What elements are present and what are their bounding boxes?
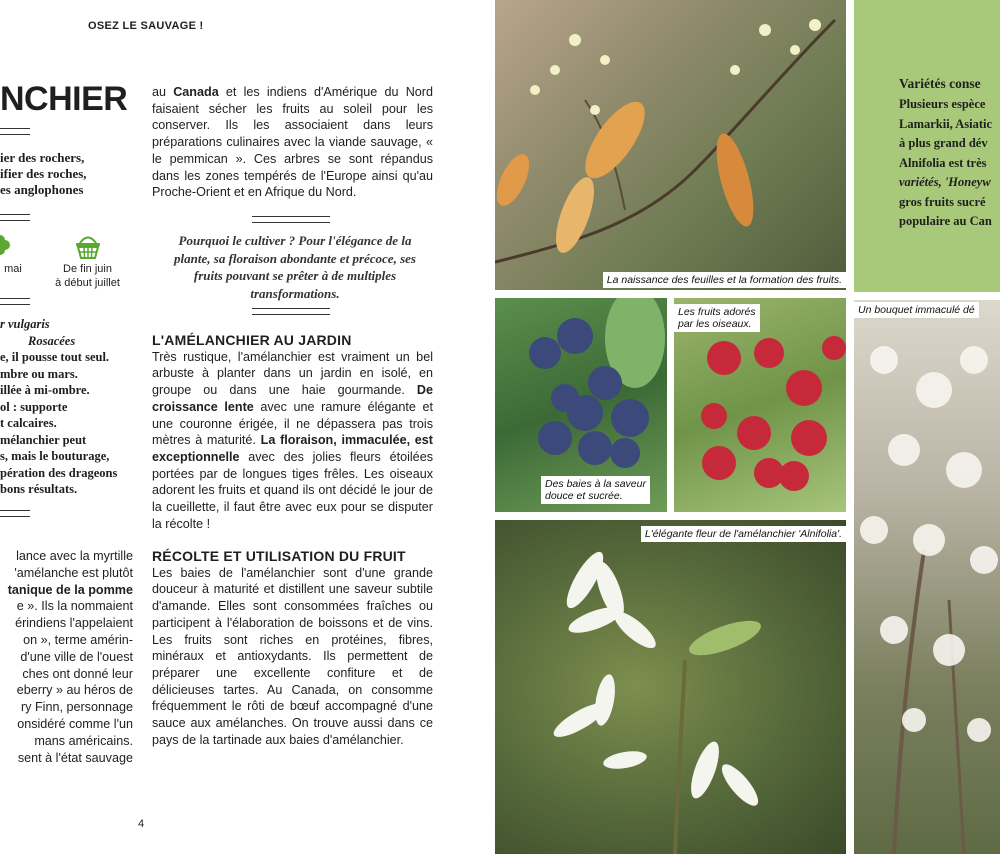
fact-line: t calcaires. xyxy=(0,416,57,430)
tree-illustration xyxy=(854,300,1000,854)
flower-illustration xyxy=(495,520,846,854)
body-line: lance avec la myrtille xyxy=(16,549,133,563)
fact-line: pération des drageons xyxy=(0,465,118,480)
also-called-line: es anglophones xyxy=(0,182,84,197)
body-line: onsidéré comme l'un xyxy=(17,716,133,731)
harvest-label-2: à début juillet xyxy=(55,277,120,289)
section-rule xyxy=(0,298,30,305)
flowering-calendar xyxy=(0,234,26,276)
tree-photo xyxy=(854,300,1000,854)
body-line: eberry » au héros de xyxy=(16,683,133,698)
body-line: on », terme amérin- xyxy=(23,632,133,647)
also-called-line: ier des rochers, xyxy=(0,150,85,165)
body-line: ches ont donné leur xyxy=(22,666,133,681)
flower-icon xyxy=(0,234,10,260)
fact-line: bons résultats. xyxy=(0,482,78,496)
left-column-text xyxy=(0,548,133,766)
fact-line: ol : supporte xyxy=(0,399,68,414)
varieties-box xyxy=(854,0,1000,292)
fact-line: e, il pousse tout seul. xyxy=(0,350,110,364)
leaves-photo xyxy=(495,0,846,290)
section-rule xyxy=(0,214,30,221)
branch-illustration xyxy=(495,0,846,290)
section-rule xyxy=(0,510,30,517)
blue-berries-photo xyxy=(495,298,667,512)
basket-icon xyxy=(73,232,103,260)
caption-blue-berries: Des baies à la saveur douce et sucrée. xyxy=(541,476,650,504)
harvest-section: RÉCOLTE ET UTILISATION DU FRUIT Les baies de l'amélanchier sont d'une grande douceur à maturité et distillent une saveur subtile d'amande. Elles sont consommées fraîches ou participent à l'élaboration de boissons et de vins. Les fruits sont riches en protéines, fibres, minéraux et antioxydants. Ils permettent de préparer une excellente confiture et de délicieuses tartes. Au Canada, on consomme fréquemment le rôti de bœuf accompagné d'une sauce aux amélanches. On trouve aussi dans ce pays de la tartinade aux baies d'amélanchier. xyxy=(152,548,433,747)
quote-rule-bottom xyxy=(252,308,330,315)
fact-line: r vulgaris xyxy=(0,317,50,331)
caption-flower: L'élégante fleur de l'amélanchier 'Alnifolia'. xyxy=(641,526,846,542)
section-heading: RÉCOLTE ET UTILISATION DU FRUIT xyxy=(152,548,406,564)
fact-line: illée à mi-ombre. xyxy=(0,383,90,397)
body-line: ry Finn, personnage xyxy=(20,700,133,715)
body-line: 'amélanche est plutôt xyxy=(14,565,133,580)
fact-line: mbre ou mars. xyxy=(0,366,78,381)
also-called-line: ifier des roches, xyxy=(0,166,87,181)
fact-line: mélanchier peut xyxy=(0,432,87,447)
pull-quote: Pourquoi le cultiver ? Pour l'élégance de la plante, sa floraison abondante et précoce, ses fruits pouvant se prêter à de multiples transformations. xyxy=(174,233,416,301)
quote-rule-top xyxy=(252,216,330,223)
garden-section: L'AMÉLANCHIER AU JARDIN Très rustique, l'amélanchier est vraiment un bel arbuste à planter dans un jardin en isolé, en groupe ou dans une haie gourmande. De croissance lente avec une ramure élégante et une couronne érigée, il ne dépassera pas trois mètres à maturité. La floraison, immaculée, est exceptionnelle avec des jolies fleurs étoilées portées par de longues tiges frêles. Les oiseaux adorent les fruits et quand ils ont décidé le jour de la cueillette, il faut être avec eux pour se disputer la récolte ! xyxy=(152,332,433,531)
body-line: tanique de la pomme xyxy=(7,582,133,597)
intro-paragraph: au Canada et les indiens d'Amérique du Nord faisaient sécher les fruits au soleil pour les conserver. Ils les associaient dans leurs préparations culinaires avec la viande sauvage, « le pemmican ». Ces arbres se sont répandus dans les zones tempérés de l'Europe ainsi qu'au Proche-Orient et en Afrique du Nord. xyxy=(152,85,433,200)
caption-red-berries: Les fruits adorés par les oiseaux. xyxy=(674,304,760,332)
red-berries-photo xyxy=(674,298,846,512)
harvest-calendar xyxy=(40,232,135,290)
body-line: érindiens l'appelaient xyxy=(15,616,133,631)
varieties-text: Plusieurs espèce Lamarkii, Asiatic à plus grand dév Alnifolia est très variétés, 'Honeyw gros fruits sucré populaire au Can xyxy=(899,97,993,228)
caption-leaves: La naissance des feuilles et la formation des fruits. xyxy=(603,272,846,288)
body-line: sent à l'état sauvage xyxy=(17,750,133,765)
article-title: NCHIER xyxy=(0,80,128,118)
body-line: mans américains. xyxy=(34,733,133,748)
flower-photo xyxy=(495,520,846,854)
varieties-title: Variétés conse xyxy=(899,76,981,91)
caption-bouquet: Un bouquet immaculé dé xyxy=(854,302,979,318)
botany-facts xyxy=(0,316,135,498)
harvest-label-1: De fin juin xyxy=(63,263,112,275)
page-number: 4 xyxy=(138,818,145,830)
fact-line: Rosacées xyxy=(28,333,76,348)
title-rule xyxy=(0,128,30,135)
fact-line: s, mais le bouturage, xyxy=(0,449,110,463)
flowering-label: mai xyxy=(4,263,22,275)
also-called-block xyxy=(0,150,135,198)
body-line: d'une ville de l'ouest xyxy=(20,649,133,664)
bold-text: Canada xyxy=(173,85,219,99)
running-head: OSEZ LE SAUVAGE ! xyxy=(88,20,204,32)
body-line: e ». Ils la nommaient xyxy=(16,599,133,614)
section-heading: L'AMÉLANCHIER AU JARDIN xyxy=(152,332,352,348)
